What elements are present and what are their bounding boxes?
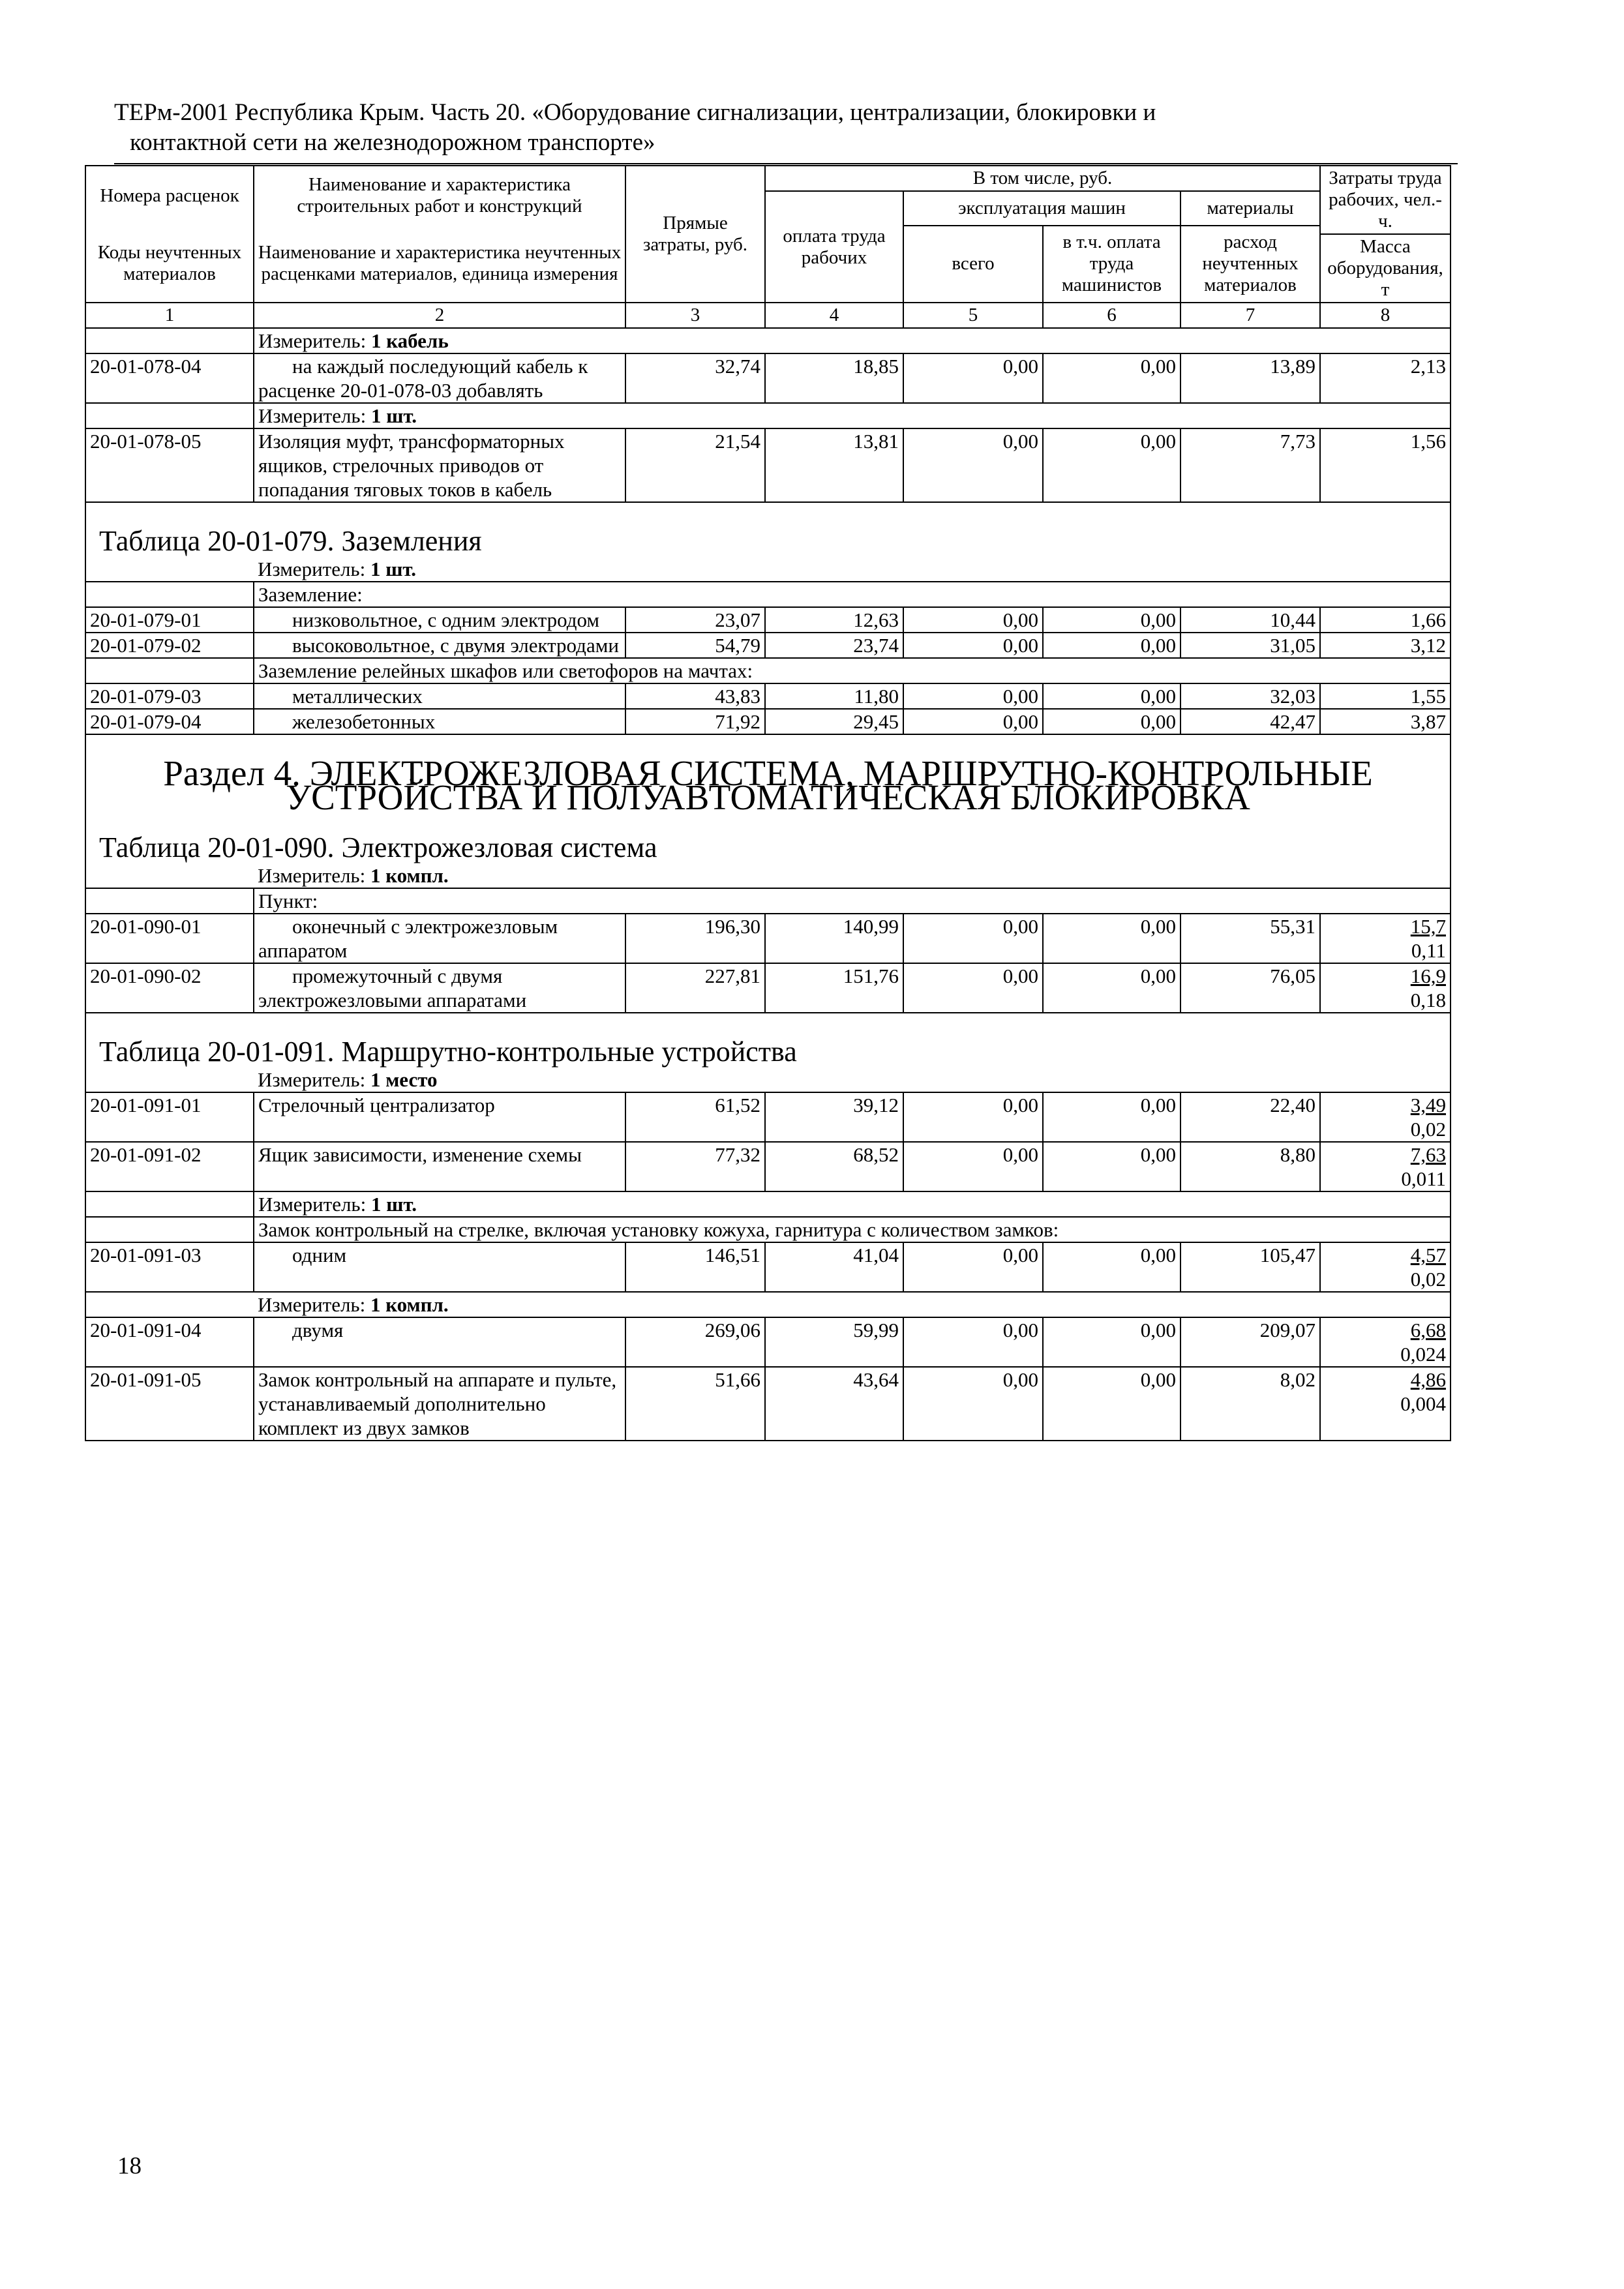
rate-name: высоковольтное, с двумя электродами (292, 634, 619, 657)
col-header-machines: эксплуатация машин (903, 191, 1180, 226)
rate-code: 20-01-091-01 (85, 1092, 254, 1142)
column-numbers (85, 303, 1451, 328)
cell-c6: 0,00 (1043, 1142, 1180, 1191)
cell-c3: 23,07 (625, 607, 765, 633)
rate-name: Замок контрольный на аппарате и пульте, устанавливаемый дополнительно комплект из двух замков (254, 1367, 625, 1441)
cell-c4: 12,63 (765, 607, 903, 633)
rate-code: 20-01-091-03 (85, 1242, 254, 1292)
cell-c4: 140,99 (765, 914, 903, 963)
meter-label: Измеритель: (258, 1193, 371, 1216)
rate-code: 20-01-079-04 (85, 709, 254, 734)
cell-c5: 0,00 (903, 1142, 1043, 1191)
table-row (85, 709, 1451, 734)
cell-c7: 105,47 (1180, 1242, 1320, 1292)
meter-unit: 1 шт. (370, 558, 417, 580)
group-row (85, 582, 1451, 607)
rate-code: 20-01-078-05 (85, 428, 254, 502)
rate-code: 20-01-078-04 (85, 353, 254, 403)
meter-label: Измеритель: (258, 1293, 370, 1316)
cell-c4: 151,76 (765, 963, 903, 1013)
cell-c6: 0,00 (1043, 1242, 1180, 1292)
meter-unit: 1 компл. (370, 864, 449, 887)
col-num: 6 (1043, 303, 1180, 328)
cell-c5: 0,00 (903, 709, 1043, 734)
cell-c8: 1,66 (1320, 607, 1451, 633)
header-line-1: ТЕРм-2001 Республика Крым. Часть 20. «Оборудование сигнализации, централизации, блокировки и (114, 99, 1156, 126)
cell-c4: 41,04 (765, 1242, 903, 1292)
col-header-3: Прямые затраты, руб. (625, 166, 765, 303)
cell-c5: 0,00 (903, 428, 1043, 502)
cell-c3: 32,74 (625, 353, 765, 403)
col-header-8a: Затраты труда рабочих, чел.-ч. (1320, 166, 1451, 234)
labor-hours: 7,63 (1410, 1143, 1446, 1166)
col-num: 3 (625, 303, 765, 328)
group-row (85, 658, 1451, 683)
group-label: Заземление релейных шкафов или светофоров на мачтах: (254, 658, 1451, 683)
cell-c5: 0,00 (903, 353, 1043, 403)
rate-name: промежуточный с двумя электрожезловыми аппаратами (258, 965, 527, 1011)
equipment-mass: 0,18 (1410, 989, 1446, 1011)
cell-c3: 21,54 (625, 428, 765, 502)
col-num: 4 (765, 303, 903, 328)
cell-c3: 227,81 (625, 963, 765, 1013)
table-row (85, 963, 1451, 1013)
group-label: Заземление: (254, 582, 1451, 607)
cell-c5: 0,00 (903, 633, 1043, 658)
header-line-2: контактной сети на железнодорожном транспорте» (130, 129, 655, 156)
col-num: 7 (1180, 303, 1320, 328)
col-num: 8 (1320, 303, 1451, 328)
cell-c5: 0,00 (903, 963, 1043, 1013)
col-header-1b: Коды неучтенных материалов (85, 226, 254, 303)
cell-c5: 0,00 (903, 607, 1043, 633)
col-num: 1 (85, 303, 254, 328)
meter-row (85, 403, 1451, 428)
cell-c8: 1,56 (1320, 428, 1451, 502)
cell-c4: 11,80 (765, 683, 903, 709)
cell-c4: 68,52 (765, 1142, 903, 1191)
cell-c5: 0,00 (903, 683, 1043, 709)
rate-code: 20-01-079-02 (85, 633, 254, 658)
meter-unit: 1 компл. (370, 1293, 449, 1316)
rate-code: 20-01-079-03 (85, 683, 254, 709)
table-title-090: Таблица 20-01-090. Электрожезловая система (85, 829, 1451, 863)
meter-label: Измеритель: (258, 558, 370, 580)
col-header-2b: Наименование и характеристика неучтенных расценками материалов, единица измерения (254, 226, 625, 303)
meter-unit: 1 шт. (370, 404, 417, 427)
group-row (85, 1217, 1451, 1242)
cell-c7: 8,02 (1180, 1367, 1320, 1441)
cell-c3: 43,83 (625, 683, 765, 709)
group-row (85, 888, 1451, 914)
rate-name: железобетонных (292, 710, 436, 733)
section-title: Раздел 4. ЭЛЕКТРОЖЕЗЛОВАЯ СИСТЕМА, МАРШРУТНО-КОНТРОЛЬНЫЕ УСТРОЙСТВА И ПОЛУАВТОМАТИЧЕСКАЯ БЛОКИРОВКА (85, 734, 1451, 829)
meter-label: Измеритель: (258, 329, 371, 352)
meter-unit: 1 место (370, 1068, 438, 1091)
rate-name: оконечный с электрожезловым аппаратом (258, 915, 558, 962)
cell-c7: 76,05 (1180, 963, 1320, 1013)
table-row (85, 428, 1451, 502)
cell-c4: 23,74 (765, 633, 903, 658)
running-header (114, 98, 1458, 158)
table-row (85, 633, 1451, 658)
col-header-6: в т.ч. оплата труда машинистов (1043, 226, 1180, 303)
col-header-materials: материалы (1180, 191, 1320, 226)
cell-c5: 0,00 (903, 1367, 1043, 1441)
cell-c5: 0,00 (903, 1242, 1043, 1292)
labor-hours: 4,57 (1410, 1244, 1446, 1266)
cell-c6: 0,00 (1043, 914, 1180, 963)
cell-c7: 8,80 (1180, 1142, 1320, 1191)
col-header-4: оплата труда рабочих (765, 191, 903, 303)
rate-name: на каждый последующий кабель к расценке 20-01-078-03 добавлять (258, 355, 588, 402)
col-num: 5 (903, 303, 1043, 328)
cell-c3: 77,32 (625, 1142, 765, 1191)
cell-c4: 43,64 (765, 1367, 903, 1441)
rate-name: низковольтное, с одним электродом (292, 608, 600, 631)
meter-row (85, 328, 1451, 353)
cell-c7: 31,05 (1180, 633, 1320, 658)
col-header-incl: В том числе, руб. (765, 166, 1320, 191)
cell-c7: 13,89 (1180, 353, 1320, 403)
rate-name: Ящик зависимости, изменение схемы (254, 1142, 625, 1191)
labor-hours: 3,49 (1410, 1094, 1446, 1116)
cell-c8: 2,13 (1320, 353, 1451, 403)
rates-table (85, 165, 1451, 1441)
equipment-mass: 0,024 (1400, 1343, 1446, 1366)
rate-name: металлических (292, 685, 423, 708)
cell-c8: 3,12 (1320, 633, 1451, 658)
cell-c7: 55,31 (1180, 914, 1320, 963)
rate-name: Изоляция муфт, трансформаторных ящиков, стрелочных приводов от попадания тяговых токов в кабель (254, 428, 625, 502)
table-title-091: Таблица 20-01-091. Маршрутно-контрольные устройства (85, 1013, 1451, 1068)
cell-c8: 3,87 (1320, 709, 1451, 734)
rate-code: 20-01-090-01 (85, 914, 254, 963)
labor-hours: 6,68 (1410, 1319, 1446, 1341)
rate-code: 20-01-091-05 (85, 1367, 254, 1441)
cell-c6: 0,00 (1043, 683, 1180, 709)
col-header-7: расход неучтенных материалов (1180, 226, 1320, 303)
cell-c3: 71,92 (625, 709, 765, 734)
cell-c6: 0,00 (1043, 1092, 1180, 1142)
cell-c7: 209,07 (1180, 1317, 1320, 1367)
meter-label: Измеритель: (258, 864, 370, 887)
rate-code: 20-01-091-04 (85, 1317, 254, 1367)
group-label: Пункт: (254, 888, 1451, 914)
equipment-mass: 0,011 (1401, 1167, 1446, 1190)
rate-code: 20-01-090-02 (85, 963, 254, 1013)
cell-c7: 10,44 (1180, 607, 1320, 633)
table-row (85, 1092, 1451, 1142)
page-number: 18 (117, 2153, 142, 2179)
labor-hours: 4,86 (1410, 1368, 1446, 1391)
table-row (85, 1242, 1451, 1292)
cell-c6: 0,00 (1043, 353, 1180, 403)
table-row (85, 607, 1451, 633)
col-num: 2 (254, 303, 625, 328)
rate-name: одним (292, 1244, 347, 1266)
meter-label: Измеритель: (258, 404, 371, 427)
meter-unit: 1 шт. (370, 1193, 417, 1216)
table-header (85, 166, 1451, 328)
meter-label: Измеритель: (258, 1068, 370, 1091)
cell-c6: 0,00 (1043, 709, 1180, 734)
cell-c5: 0,00 (903, 914, 1043, 963)
rate-code: 20-01-091-02 (85, 1142, 254, 1191)
cell-c3: 54,79 (625, 633, 765, 658)
meter-unit: 1 кабель (370, 329, 449, 352)
cell-c5: 0,00 (903, 1092, 1043, 1142)
equipment-mass: 0,02 (1410, 1268, 1446, 1291)
labor-hours: 16,9 (1410, 965, 1446, 987)
col-header-2a: Наименование и характеристика строительных работ и конструкций (254, 166, 625, 226)
table-row (85, 1317, 1451, 1367)
table-row (85, 353, 1451, 403)
header-rule (114, 163, 1458, 164)
cell-c4: 59,99 (765, 1317, 903, 1367)
cell-c4: 13,81 (765, 428, 903, 502)
table-row (85, 1142, 1451, 1191)
equipment-mass: 0,004 (1400, 1392, 1446, 1415)
equipment-mass: 0,02 (1410, 1118, 1446, 1141)
cell-c4: 18,85 (765, 353, 903, 403)
cell-c7: 7,73 (1180, 428, 1320, 502)
table-row (85, 914, 1451, 963)
cell-c4: 29,45 (765, 709, 903, 734)
cell-c4: 39,12 (765, 1092, 903, 1142)
col-header-5: всего (903, 226, 1043, 303)
rate-name: двумя (292, 1319, 344, 1341)
equipment-mass: 0,11 (1411, 939, 1446, 962)
rate-name: Стрелочный централизатор (254, 1092, 625, 1142)
cell-c7: 42,47 (1180, 709, 1320, 734)
group-label: Замок контрольный на стрелке, включая установку кожуха, гарнитура с количеством замков: (254, 1217, 1451, 1242)
cell-c7: 22,40 (1180, 1092, 1320, 1142)
table-row (85, 683, 1451, 709)
cell-c6: 0,00 (1043, 607, 1180, 633)
rate-code: 20-01-079-01 (85, 607, 254, 633)
cell-c3: 61,52 (625, 1092, 765, 1142)
cell-c3: 196,30 (625, 914, 765, 963)
table-row (85, 1367, 1451, 1441)
cell-c3: 51,66 (625, 1367, 765, 1441)
cell-c3: 146,51 (625, 1242, 765, 1292)
cell-c6: 0,00 (1043, 1367, 1180, 1441)
cell-c6: 0,00 (1043, 1317, 1180, 1367)
cell-c6: 0,00 (1043, 633, 1180, 658)
cell-c7: 32,03 (1180, 683, 1320, 709)
cell-c3: 269,06 (625, 1317, 765, 1367)
cell-c6: 0,00 (1043, 428, 1180, 502)
meter-row (85, 1191, 1451, 1217)
col-header-1a: Номера расценок (85, 166, 254, 226)
cell-c8: 1,55 (1320, 683, 1451, 709)
cell-c5: 0,00 (903, 1317, 1043, 1367)
table-title-079: Таблица 20-01-079. Заземления (85, 502, 1451, 557)
cell-c6: 0,00 (1043, 963, 1180, 1013)
col-header-8b: Масса оборудования, т (1320, 234, 1451, 303)
labor-hours: 15,7 (1410, 915, 1446, 938)
